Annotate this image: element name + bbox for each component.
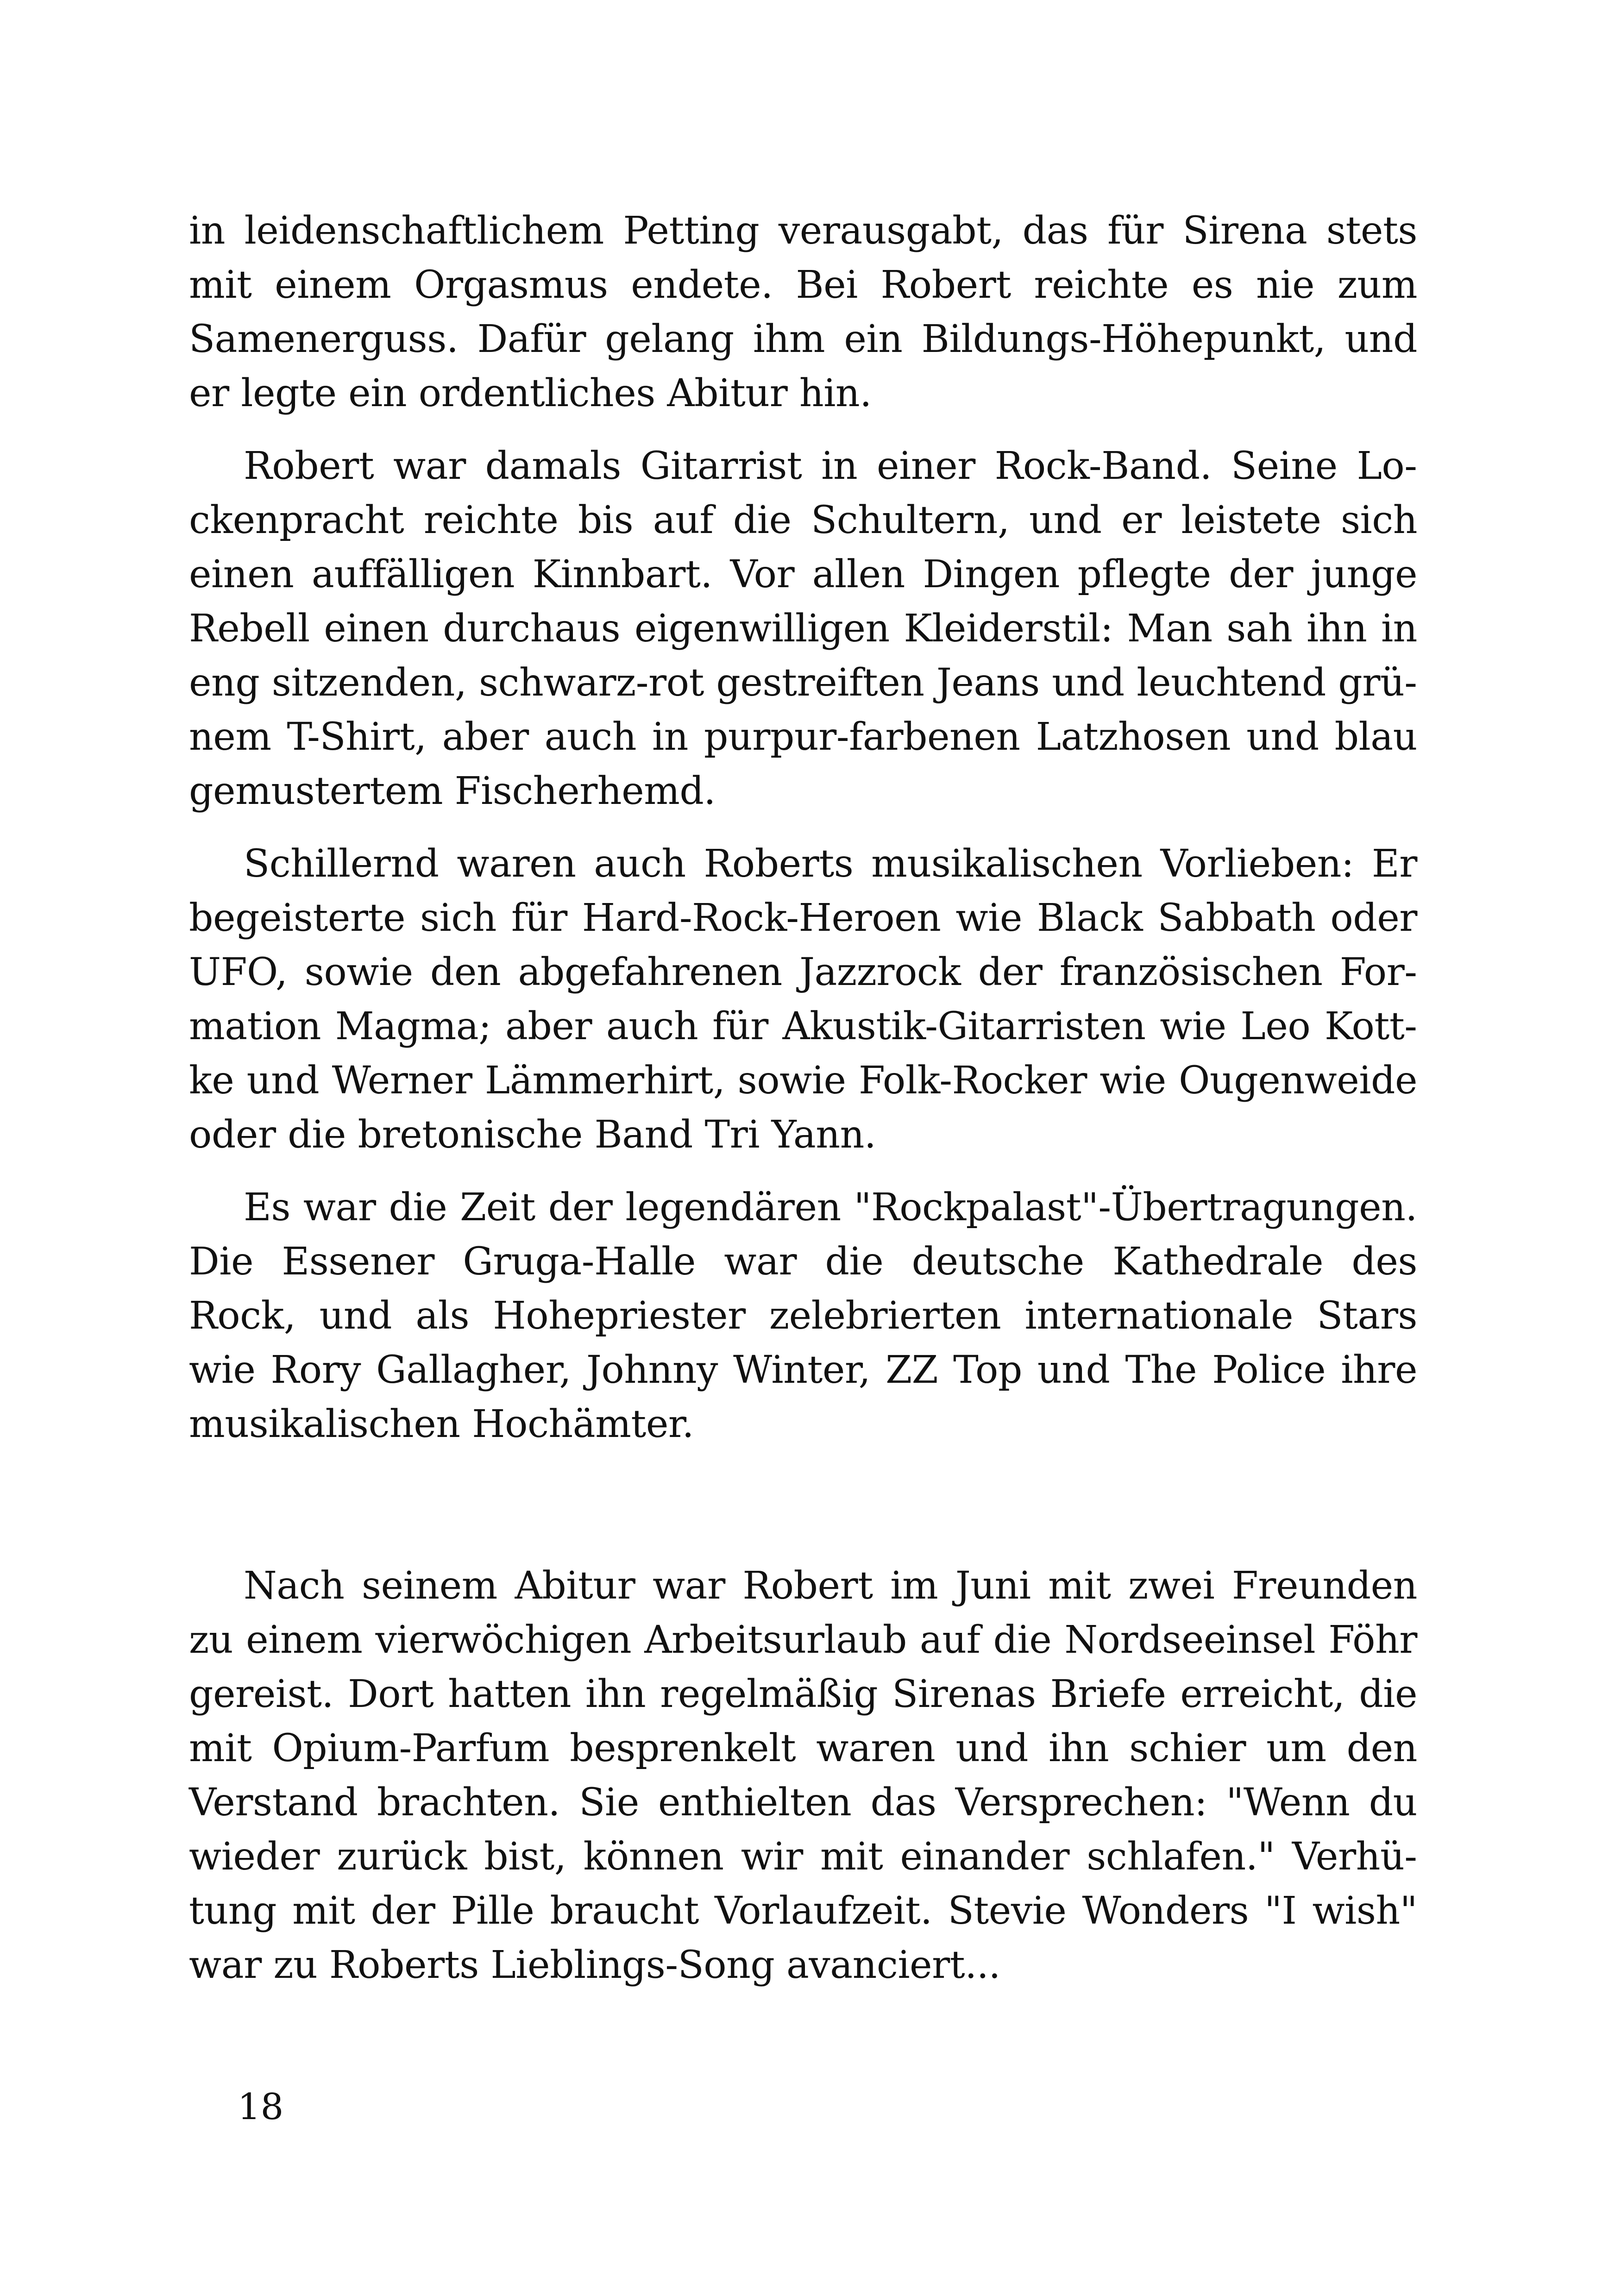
body-text: [189, 204, 1417, 2011]
paragraph-1: in leidenschaftlichem Petting verausgabt, das für Sirena stets mit einem Orgasmus endete. Bei Robert reichte es nie zum Samenerguss. Dafür gelang ihm ein Bildungs-Höhepunkt, und er legte ein ordentliches Abitur hin.: [189, 209, 1417, 415]
paragraph-4: Es war die Zeit der legendären "Rockpalast"-Übertragungen. Die Essener Gruga-Halle war die deutsche Kathedrale des Rock, und als Hohepriester zelebrierten internationale Stars wie Rory Gallagher, Johnny Winter, ZZ Top und The Police ihre musikalischen Hochämter.: [189, 1186, 1417, 1446]
page-number: 18: [238, 2086, 284, 2128]
paragraph-3: Schillernd waren auch Roberts musikalischen Vorlieben: Er begeisterte sich für Hard-Rock-Heroen wie Black Sabbath oder UFO, sowie den abgefahrenen Jazzrock der französischen Formation Magma; aber auch für Akustik-Gitarristen wie Leo Kottke und Werner Lämmerhirt, sowie Folk-Rocker wie Ougenweide oder die bretonische Band Tri Yann.: [189, 842, 1417, 1157]
paragraph-5: Nach seinem Abitur war Robert im Juni mit zwei Freunden zu einem vierwöchigen Arbeitsurlaub auf die Nordseeinsel Föhr gereist. Dort hatten ihn regelmäßig Sirenas Briefe erreicht, die mit Opium-Parfum besprenkelt waren und ihn schier um den Verstand brachten. Sie enthielten das Versprechen: "Wenn du wieder zurück bist, können wir mit einander schlafen." Verhütung mit der Pille braucht Vorlaufzeit. Stevie Wonders "I wish" war zu Roberts Lieblings-Song avanciert...: [189, 1564, 1417, 1987]
paragraph-2: Robert war damals Gitarrist in einer Rock-Band. Seine Lockenpracht reichte bis auf die Schultern, und er leistete sich einen auffälligen Kinnbart. Vor allen Dingen pflegte der junge Rebell einen durchaus eigenwilligen Kleiderstil: Man sah ihn in eng sitzenden, schwarz-rot gestreiften Jeans und leuchtend grünem T-Shirt, aber auch in purpur-farbenen Latzhosen und blau gemustertem Fischerhemd.: [189, 444, 1417, 813]
